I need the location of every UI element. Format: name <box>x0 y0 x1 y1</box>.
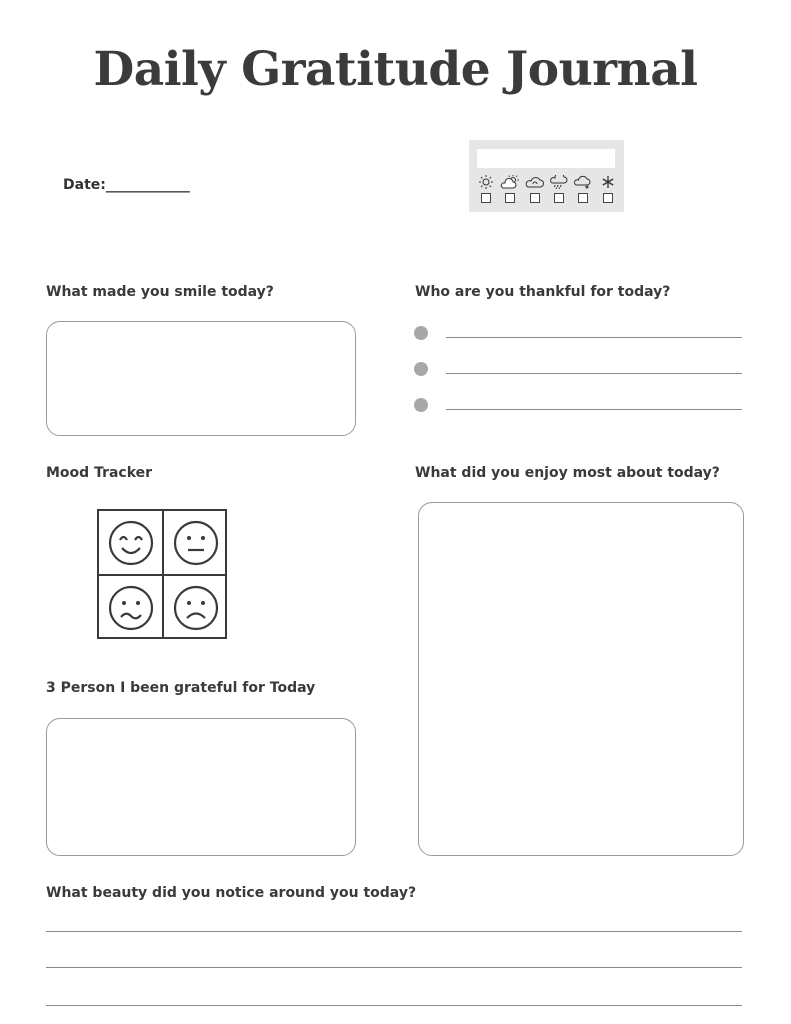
grateful-heading: 3 Person I been grateful for Today <box>46 680 316 696</box>
beauty-heading: What beauty did you notice around you today? <box>46 885 417 901</box>
beauty-line-3[interactable] <box>46 1005 742 1006</box>
weather-option-snow[interactable] <box>597 175 619 203</box>
sun-icon <box>478 175 494 189</box>
bullet-dot <box>414 362 428 376</box>
partly-cloudy-icon <box>500 175 520 189</box>
happy-face-icon <box>107 519 155 567</box>
bullet-dot <box>414 326 428 340</box>
weather-checkbox-rain[interactable] <box>554 193 564 203</box>
enjoy-entry-box[interactable] <box>418 502 744 856</box>
grateful-entry-box[interactable] <box>46 718 356 856</box>
mood-option-happy[interactable] <box>99 511 162 574</box>
weather-option-rain[interactable] <box>548 175 570 203</box>
thankful-line-2[interactable] <box>446 373 742 374</box>
beauty-line-1[interactable] <box>46 931 742 932</box>
bullet-dot <box>414 398 428 412</box>
mood-option-neutral[interactable] <box>164 511 227 574</box>
snowflake-icon <box>601 175 615 189</box>
mood-tracker-grid <box>97 509 227 639</box>
weather-checkbox-wind[interactable] <box>578 193 588 203</box>
beauty-line-2[interactable] <box>46 967 742 968</box>
weather-checkbox-partly-cloudy[interactable] <box>505 193 515 203</box>
mood-tracker-heading: Mood Tracker <box>46 465 153 481</box>
enjoy-heading: What did you enjoy most about today? <box>415 465 720 481</box>
smile-heading: What made you smile today? <box>46 284 274 300</box>
smile-entry-box[interactable] <box>46 321 356 436</box>
thankful-heading: Who are you thankful for today? <box>415 284 671 300</box>
mood-option-confused[interactable] <box>99 576 162 639</box>
weather-checkbox-cloudy[interactable] <box>530 193 540 203</box>
neutral-face-icon <box>172 519 220 567</box>
weather-option-wind[interactable] <box>572 175 594 203</box>
rain-icon <box>549 175 569 189</box>
weather-checkbox-snow[interactable] <box>603 193 613 203</box>
mood-option-sad[interactable] <box>164 576 227 639</box>
weather-option-sun[interactable] <box>475 175 497 203</box>
weather-text-field[interactable] <box>477 149 615 168</box>
page-title: Daily Gratitude Journal <box>93 42 698 97</box>
weather-selector <box>469 140 624 212</box>
sad-face-icon <box>172 584 220 632</box>
thankful-line-1[interactable] <box>446 337 742 338</box>
thankful-line-3[interactable] <box>446 409 742 410</box>
date-field[interactable]: Date:____________ <box>63 177 190 193</box>
confused-face-icon <box>107 584 155 632</box>
weather-checkbox-sun[interactable] <box>481 193 491 203</box>
cloudy-icon <box>525 175 545 189</box>
weather-option-partly-cloudy[interactable] <box>499 175 521 203</box>
weather-option-cloudy[interactable] <box>524 175 546 203</box>
wind-icon <box>573 175 593 189</box>
